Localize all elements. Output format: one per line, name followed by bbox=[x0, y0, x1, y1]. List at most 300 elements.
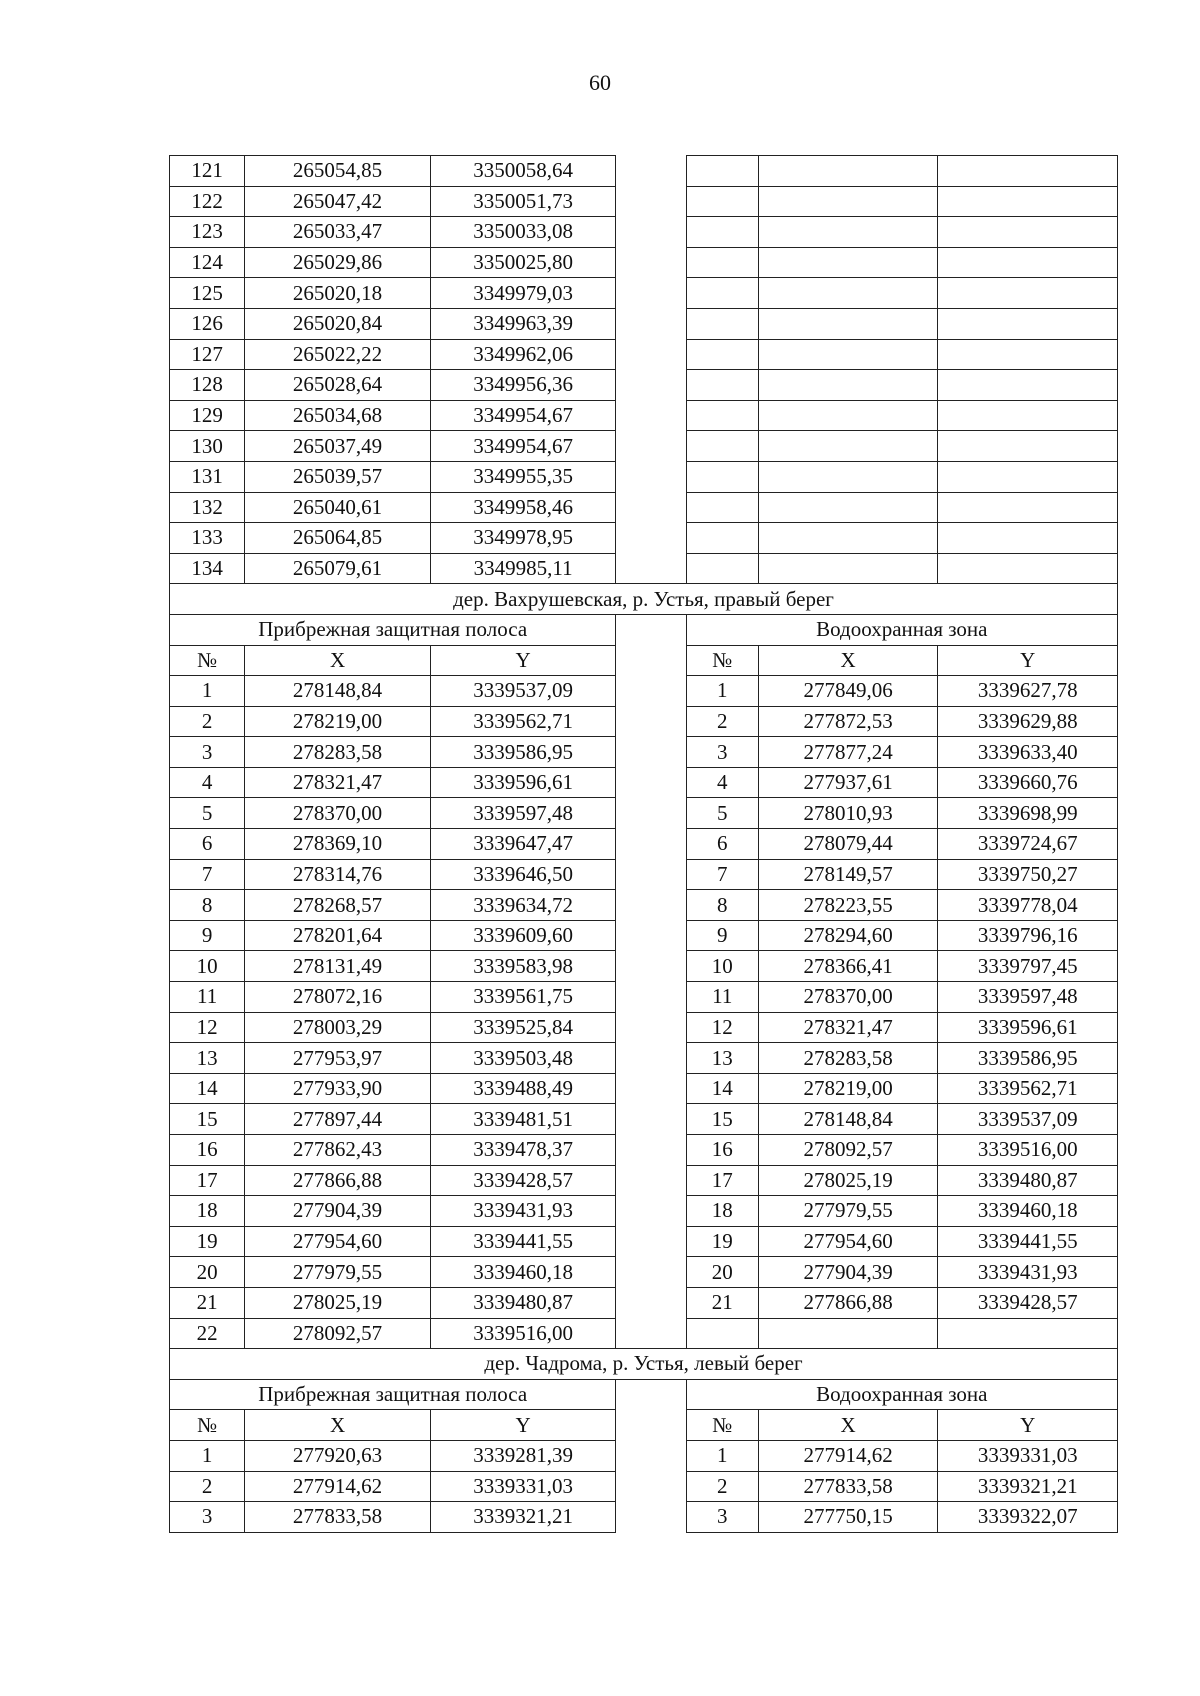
right-x-coordinate-cell: 277833,58 bbox=[758, 1471, 938, 1502]
right-x-coordinate-cell bbox=[758, 370, 938, 401]
right-point-number-cell: 3 bbox=[686, 1502, 758, 1533]
left-x-coordinate-cell: 278003,29 bbox=[245, 1012, 431, 1043]
right-y-coordinate-cell bbox=[938, 370, 1118, 401]
right-y-coordinate-cell: 3339460,18 bbox=[938, 1196, 1118, 1227]
table-row bbox=[170, 920, 1118, 951]
left-y-coordinate-cell: 3339428,57 bbox=[430, 1165, 616, 1196]
left-x-coordinate-cell: 265020,84 bbox=[245, 308, 431, 339]
coastal-strip-header: Прибрежная защитная полоса bbox=[170, 1379, 616, 1410]
left-point-number-cell: 134 bbox=[170, 553, 245, 584]
table-row bbox=[170, 829, 1118, 860]
right-point-number-cell bbox=[686, 186, 758, 217]
left-x-coordinate-cell: 277933,90 bbox=[245, 1073, 431, 1104]
table-row bbox=[170, 156, 1118, 187]
right-point-number-cell bbox=[686, 1318, 758, 1349]
left-y-header: Y bbox=[430, 645, 616, 676]
right-y-coordinate-cell: 3339724,67 bbox=[938, 829, 1118, 860]
left-point-number-cell: 124 bbox=[170, 247, 245, 278]
left-y-coordinate-cell: 3339562,71 bbox=[430, 706, 616, 737]
right-point-number-cell: 8 bbox=[686, 890, 758, 921]
table-row bbox=[170, 1226, 1118, 1257]
gap-cell bbox=[616, 1379, 686, 1410]
table-row bbox=[170, 1318, 1118, 1349]
table-row bbox=[170, 982, 1118, 1013]
right-y-coordinate-cell bbox=[938, 186, 1118, 217]
right-x-coordinate-cell: 277849,06 bbox=[758, 676, 938, 707]
left-x-coordinate-cell: 278283,58 bbox=[245, 737, 431, 768]
right-x-coordinate-cell bbox=[758, 523, 938, 554]
left-y-header: Y bbox=[430, 1410, 616, 1441]
table-row bbox=[170, 1165, 1118, 1196]
table-row bbox=[170, 1287, 1118, 1318]
right-point-number-cell bbox=[686, 492, 758, 523]
right-y-coordinate-cell: 3339597,48 bbox=[938, 982, 1118, 1013]
gap-cell bbox=[616, 1287, 686, 1318]
right-point-number-cell bbox=[686, 278, 758, 309]
right-x-coordinate-cell: 277904,39 bbox=[758, 1257, 938, 1288]
right-x-coordinate-cell: 277937,61 bbox=[758, 767, 938, 798]
right-y-coordinate-cell bbox=[938, 492, 1118, 523]
right-point-number-cell: 19 bbox=[686, 1226, 758, 1257]
left-point-number-cell: 128 bbox=[170, 370, 245, 401]
right-x-coordinate-cell bbox=[758, 339, 938, 370]
right-x-coordinate-cell: 278092,57 bbox=[758, 1135, 938, 1166]
table-row bbox=[170, 737, 1118, 768]
right-y-coordinate-cell bbox=[938, 1318, 1118, 1349]
left-point-number-cell: 12 bbox=[170, 1012, 245, 1043]
page-number: 60 bbox=[589, 70, 611, 95]
left-x-coordinate-cell: 277862,43 bbox=[245, 1135, 431, 1166]
gap-cell bbox=[616, 645, 686, 676]
right-x-coordinate-cell: 278219,00 bbox=[758, 1073, 938, 1104]
left-point-number-cell: 18 bbox=[170, 1196, 245, 1227]
right-y-coordinate-cell: 3339750,27 bbox=[938, 859, 1118, 890]
right-y-coordinate-cell: 3339331,03 bbox=[938, 1440, 1118, 1471]
left-num-header: № bbox=[170, 645, 245, 676]
right-y-coordinate-cell: 3339562,71 bbox=[938, 1073, 1118, 1104]
left-x-coordinate-cell: 277979,55 bbox=[245, 1257, 431, 1288]
left-x-coordinate-cell: 277866,88 bbox=[245, 1165, 431, 1196]
left-x-coordinate-cell: 277953,97 bbox=[245, 1043, 431, 1074]
left-y-coordinate-cell: 3339634,72 bbox=[430, 890, 616, 921]
gap-cell bbox=[616, 308, 686, 339]
table-row bbox=[170, 1073, 1118, 1104]
left-x-coordinate-cell: 265022,22 bbox=[245, 339, 431, 370]
table-row bbox=[170, 1502, 1118, 1533]
right-x-coordinate-cell bbox=[758, 431, 938, 462]
left-y-coordinate-cell: 3339460,18 bbox=[430, 1257, 616, 1288]
gap-cell bbox=[616, 1104, 686, 1135]
left-x-coordinate-cell: 277897,44 bbox=[245, 1104, 431, 1135]
right-x-coordinate-cell: 278223,55 bbox=[758, 890, 938, 921]
left-point-number-cell: 11 bbox=[170, 982, 245, 1013]
left-point-number-cell: 21 bbox=[170, 1287, 245, 1318]
water-protection-zone-header: Водоохранная зона bbox=[686, 614, 1117, 645]
gap-cell bbox=[616, 461, 686, 492]
left-x-coordinate-cell: 278321,47 bbox=[245, 767, 431, 798]
gap-cell bbox=[616, 492, 686, 523]
right-point-number-cell: 17 bbox=[686, 1165, 758, 1196]
left-y-coordinate-cell: 3339503,48 bbox=[430, 1043, 616, 1074]
left-y-coordinate-cell: 3349954,67 bbox=[430, 431, 616, 462]
right-x-coordinate-cell bbox=[758, 247, 938, 278]
left-x-coordinate-cell: 278219,00 bbox=[245, 706, 431, 737]
left-y-coordinate-cell: 3339609,60 bbox=[430, 920, 616, 951]
table-row bbox=[170, 767, 1118, 798]
right-point-number-cell: 14 bbox=[686, 1073, 758, 1104]
left-y-coordinate-cell: 3339596,61 bbox=[430, 767, 616, 798]
left-point-number-cell: 132 bbox=[170, 492, 245, 523]
left-y-coordinate-cell: 3349979,03 bbox=[430, 278, 616, 309]
left-y-coordinate-cell: 3339488,49 bbox=[430, 1073, 616, 1104]
left-point-number-cell: 13 bbox=[170, 1043, 245, 1074]
right-point-number-cell: 6 bbox=[686, 829, 758, 860]
right-y-coordinate-cell: 3339428,57 bbox=[938, 1287, 1118, 1318]
column-header-row bbox=[170, 645, 1118, 676]
right-point-number-cell: 15 bbox=[686, 1104, 758, 1135]
left-y-coordinate-cell: 3339331,03 bbox=[430, 1471, 616, 1502]
right-x-coordinate-cell bbox=[758, 156, 938, 187]
gap-cell bbox=[616, 339, 686, 370]
table-row bbox=[170, 1440, 1118, 1471]
gap-cell bbox=[616, 1318, 686, 1349]
left-point-number-cell: 17 bbox=[170, 1165, 245, 1196]
gap-cell bbox=[616, 1502, 686, 1533]
right-point-number-cell: 4 bbox=[686, 767, 758, 798]
gap-cell bbox=[616, 1471, 686, 1502]
right-x-coordinate-cell bbox=[758, 186, 938, 217]
gap-cell bbox=[616, 1257, 686, 1288]
right-point-number-cell: 2 bbox=[686, 1471, 758, 1502]
right-point-number-cell bbox=[686, 247, 758, 278]
right-point-number-cell bbox=[686, 461, 758, 492]
left-point-number-cell: 123 bbox=[170, 217, 245, 248]
right-y-coordinate-cell: 3339627,78 bbox=[938, 676, 1118, 707]
left-y-coordinate-cell: 3350051,73 bbox=[430, 186, 616, 217]
left-y-coordinate-cell: 3339431,93 bbox=[430, 1196, 616, 1227]
right-point-number-cell bbox=[686, 217, 758, 248]
gap-cell bbox=[616, 1196, 686, 1227]
left-point-number-cell: 22 bbox=[170, 1318, 245, 1349]
gap-cell bbox=[616, 1012, 686, 1043]
right-y-coordinate-cell: 3339633,40 bbox=[938, 737, 1118, 768]
left-x-coordinate-cell: 278025,19 bbox=[245, 1287, 431, 1318]
left-point-number-cell: 133 bbox=[170, 523, 245, 554]
left-point-number-cell: 15 bbox=[170, 1104, 245, 1135]
left-point-number-cell: 20 bbox=[170, 1257, 245, 1288]
left-point-number-cell: 1 bbox=[170, 676, 245, 707]
right-x-coordinate-cell: 278079,44 bbox=[758, 829, 938, 860]
left-x-coordinate-cell: 278314,76 bbox=[245, 859, 431, 890]
left-x-coordinate-cell: 265028,64 bbox=[245, 370, 431, 401]
water-protection-zone-header: Водоохранная зона bbox=[686, 1379, 1117, 1410]
table-row bbox=[170, 400, 1118, 431]
left-x-coordinate-cell: 265040,61 bbox=[245, 492, 431, 523]
left-y-coordinate-cell: 3339537,09 bbox=[430, 676, 616, 707]
gap-cell bbox=[616, 1226, 686, 1257]
left-x-coordinate-cell: 265039,57 bbox=[245, 461, 431, 492]
left-y-coordinate-cell: 3350058,64 bbox=[430, 156, 616, 187]
right-x-coordinate-cell bbox=[758, 1318, 938, 1349]
coastal-strip-header: Прибрежная защитная полоса bbox=[170, 614, 616, 645]
gap-cell bbox=[616, 431, 686, 462]
left-y-coordinate-cell: 3349954,67 bbox=[430, 400, 616, 431]
right-point-number-cell bbox=[686, 400, 758, 431]
left-y-coordinate-cell: 3349956,36 bbox=[430, 370, 616, 401]
left-x-coordinate-cell: 265054,85 bbox=[245, 156, 431, 187]
left-x-coordinate-cell: 277833,58 bbox=[245, 1502, 431, 1533]
left-x-coordinate-cell: 278201,64 bbox=[245, 920, 431, 951]
right-x-coordinate-cell bbox=[758, 492, 938, 523]
table-row bbox=[170, 676, 1118, 707]
right-y-coordinate-cell: 3339660,76 bbox=[938, 767, 1118, 798]
right-y-coordinate-cell: 3339441,55 bbox=[938, 1226, 1118, 1257]
gap-cell bbox=[616, 1440, 686, 1471]
right-point-number-cell: 5 bbox=[686, 798, 758, 829]
gap-cell bbox=[616, 676, 686, 707]
right-x-coordinate-cell bbox=[758, 217, 938, 248]
left-x-coordinate-cell: 278092,57 bbox=[245, 1318, 431, 1349]
right-x-coordinate-cell: 278294,60 bbox=[758, 920, 938, 951]
right-y-coordinate-cell bbox=[938, 156, 1118, 187]
right-point-number-cell bbox=[686, 308, 758, 339]
gap-cell bbox=[616, 278, 686, 309]
right-point-number-cell bbox=[686, 156, 758, 187]
right-y-coordinate-cell: 3339321,21 bbox=[938, 1471, 1118, 1502]
right-y-coordinate-cell bbox=[938, 523, 1118, 554]
right-num-header: № bbox=[686, 645, 758, 676]
right-y-coordinate-cell bbox=[938, 339, 1118, 370]
left-y-coordinate-cell: 3339586,95 bbox=[430, 737, 616, 768]
gap-cell bbox=[616, 1410, 686, 1441]
right-y-coordinate-cell: 3339796,16 bbox=[938, 920, 1118, 951]
left-y-coordinate-cell: 3349955,35 bbox=[430, 461, 616, 492]
table-row bbox=[170, 1135, 1118, 1166]
left-x-header: X bbox=[245, 1410, 431, 1441]
left-x-coordinate-cell: 277904,39 bbox=[245, 1196, 431, 1227]
table-row bbox=[170, 1196, 1118, 1227]
left-point-number-cell: 2 bbox=[170, 1471, 245, 1502]
table-row bbox=[170, 492, 1118, 523]
left-point-number-cell: 129 bbox=[170, 400, 245, 431]
table-row bbox=[170, 217, 1118, 248]
right-y-coordinate-cell: 3339516,00 bbox=[938, 1135, 1118, 1166]
left-y-coordinate-cell: 3349963,39 bbox=[430, 308, 616, 339]
right-x-coordinate-cell: 277877,24 bbox=[758, 737, 938, 768]
gap-cell bbox=[616, 1165, 686, 1196]
right-y-coordinate-cell bbox=[938, 217, 1118, 248]
gap-cell bbox=[616, 1073, 686, 1104]
table-row bbox=[170, 859, 1118, 890]
left-y-coordinate-cell: 3339481,51 bbox=[430, 1104, 616, 1135]
left-point-number-cell: 3 bbox=[170, 1502, 245, 1533]
right-point-number-cell: 16 bbox=[686, 1135, 758, 1166]
table-row bbox=[170, 523, 1118, 554]
right-x-coordinate-cell: 278149,57 bbox=[758, 859, 938, 890]
gap-cell bbox=[616, 186, 686, 217]
left-point-number-cell: 9 bbox=[170, 920, 245, 951]
right-point-number-cell bbox=[686, 553, 758, 584]
right-point-number-cell bbox=[686, 431, 758, 462]
left-point-number-cell: 2 bbox=[170, 706, 245, 737]
section-title: дер. Вахрушевская, р. Устья, правый берег bbox=[170, 584, 1118, 615]
left-x-coordinate-cell: 277954,60 bbox=[245, 1226, 431, 1257]
left-y-coordinate-cell: 3349958,46 bbox=[430, 492, 616, 523]
left-point-number-cell: 5 bbox=[170, 798, 245, 829]
coordinates-table-body bbox=[170, 156, 1118, 1533]
right-x-coordinate-cell: 278010,93 bbox=[758, 798, 938, 829]
left-point-number-cell: 127 bbox=[170, 339, 245, 370]
right-y-coordinate-cell: 3339537,09 bbox=[938, 1104, 1118, 1135]
gap-cell bbox=[616, 920, 686, 951]
right-y-coordinate-cell: 3339596,61 bbox=[938, 1012, 1118, 1043]
left-point-number-cell: 8 bbox=[170, 890, 245, 921]
left-point-number-cell: 130 bbox=[170, 431, 245, 462]
right-point-number-cell: 10 bbox=[686, 951, 758, 982]
table-row bbox=[170, 1043, 1118, 1074]
table-row bbox=[170, 370, 1118, 401]
right-x-coordinate-cell: 277979,55 bbox=[758, 1196, 938, 1227]
right-y-coordinate-cell bbox=[938, 400, 1118, 431]
section-title: дер. Чадрома, р. Устья, левый берег bbox=[170, 1349, 1118, 1380]
left-x-coordinate-cell: 265079,61 bbox=[245, 553, 431, 584]
right-x-coordinate-cell: 278370,00 bbox=[758, 982, 938, 1013]
right-point-number-cell bbox=[686, 339, 758, 370]
table-row bbox=[170, 951, 1118, 982]
right-x-header: X bbox=[758, 645, 938, 676]
table-row bbox=[170, 706, 1118, 737]
right-point-number-cell: 18 bbox=[686, 1196, 758, 1227]
right-point-number-cell: 20 bbox=[686, 1257, 758, 1288]
left-point-number-cell: 122 bbox=[170, 186, 245, 217]
left-point-number-cell: 4 bbox=[170, 767, 245, 798]
right-y-coordinate-cell: 3339586,95 bbox=[938, 1043, 1118, 1074]
left-y-coordinate-cell: 3349978,95 bbox=[430, 523, 616, 554]
gap-cell bbox=[616, 523, 686, 554]
table-row bbox=[170, 431, 1118, 462]
left-point-number-cell: 14 bbox=[170, 1073, 245, 1104]
section-title-row bbox=[170, 584, 1118, 615]
right-y-coordinate-cell bbox=[938, 431, 1118, 462]
gap-cell bbox=[616, 798, 686, 829]
table-row bbox=[170, 247, 1118, 278]
right-y-coordinate-cell bbox=[938, 247, 1118, 278]
left-y-coordinate-cell: 3339525,84 bbox=[430, 1012, 616, 1043]
column-header-row bbox=[170, 1410, 1118, 1441]
table-row bbox=[170, 308, 1118, 339]
left-point-number-cell: 126 bbox=[170, 308, 245, 339]
gap-cell bbox=[616, 706, 686, 737]
left-num-header: № bbox=[170, 1410, 245, 1441]
right-x-coordinate-cell bbox=[758, 308, 938, 339]
right-y-coordinate-cell bbox=[938, 553, 1118, 584]
left-y-coordinate-cell: 3339321,21 bbox=[430, 1502, 616, 1533]
left-x-coordinate-cell: 265034,68 bbox=[245, 400, 431, 431]
table-row bbox=[170, 798, 1118, 829]
gap-cell bbox=[616, 247, 686, 278]
gap-cell bbox=[616, 370, 686, 401]
right-x-coordinate-cell: 277866,88 bbox=[758, 1287, 938, 1318]
right-y-coordinate-cell bbox=[938, 278, 1118, 309]
gap-cell bbox=[616, 829, 686, 860]
right-x-coordinate-cell: 278321,47 bbox=[758, 1012, 938, 1043]
right-x-coordinate-cell: 278283,58 bbox=[758, 1043, 938, 1074]
right-y-header: Y bbox=[938, 645, 1118, 676]
left-y-coordinate-cell: 3339597,48 bbox=[430, 798, 616, 829]
zone-header-row bbox=[170, 614, 1118, 645]
left-x-coordinate-cell: 278148,84 bbox=[245, 676, 431, 707]
gap-cell bbox=[616, 400, 686, 431]
left-y-coordinate-cell: 3339516,00 bbox=[430, 1318, 616, 1349]
right-point-number-cell bbox=[686, 370, 758, 401]
table-row bbox=[170, 553, 1118, 584]
left-y-coordinate-cell: 3350033,08 bbox=[430, 217, 616, 248]
gap-cell bbox=[616, 614, 686, 645]
left-x-header: X bbox=[245, 645, 431, 676]
gap-cell bbox=[616, 1043, 686, 1074]
left-y-coordinate-cell: 3339561,75 bbox=[430, 982, 616, 1013]
right-point-number-cell: 13 bbox=[686, 1043, 758, 1074]
section-title-row bbox=[170, 1349, 1118, 1380]
right-x-coordinate-cell: 277954,60 bbox=[758, 1226, 938, 1257]
gap-cell bbox=[616, 553, 686, 584]
left-y-coordinate-cell: 3339480,87 bbox=[430, 1287, 616, 1318]
left-x-coordinate-cell: 265037,49 bbox=[245, 431, 431, 462]
left-y-coordinate-cell: 3349962,06 bbox=[430, 339, 616, 370]
table-row bbox=[170, 890, 1118, 921]
right-x-coordinate-cell: 277872,53 bbox=[758, 706, 938, 737]
left-x-coordinate-cell: 278268,57 bbox=[245, 890, 431, 921]
left-y-coordinate-cell: 3339441,55 bbox=[430, 1226, 616, 1257]
left-x-coordinate-cell: 265029,86 bbox=[245, 247, 431, 278]
left-y-coordinate-cell: 3339647,47 bbox=[430, 829, 616, 860]
left-x-coordinate-cell: 278369,10 bbox=[245, 829, 431, 860]
left-x-coordinate-cell: 278131,49 bbox=[245, 951, 431, 982]
left-point-number-cell: 10 bbox=[170, 951, 245, 982]
right-x-header: X bbox=[758, 1410, 938, 1441]
table-row bbox=[170, 1012, 1118, 1043]
left-x-coordinate-cell: 278072,16 bbox=[245, 982, 431, 1013]
left-x-coordinate-cell: 277914,62 bbox=[245, 1471, 431, 1502]
right-x-coordinate-cell bbox=[758, 461, 938, 492]
left-x-coordinate-cell: 265033,47 bbox=[245, 217, 431, 248]
right-x-coordinate-cell: 278148,84 bbox=[758, 1104, 938, 1135]
table-row bbox=[170, 186, 1118, 217]
right-y-coordinate-cell: 3339629,88 bbox=[938, 706, 1118, 737]
right-point-number-cell: 2 bbox=[686, 706, 758, 737]
gap-cell bbox=[616, 217, 686, 248]
right-point-number-cell: 1 bbox=[686, 1440, 758, 1471]
table-row bbox=[170, 1104, 1118, 1135]
left-x-coordinate-cell: 265020,18 bbox=[245, 278, 431, 309]
right-point-number-cell: 7 bbox=[686, 859, 758, 890]
right-x-coordinate-cell bbox=[758, 553, 938, 584]
left-point-number-cell: 125 bbox=[170, 278, 245, 309]
gap-cell bbox=[616, 982, 686, 1013]
left-point-number-cell: 19 bbox=[170, 1226, 245, 1257]
right-num-header: № bbox=[686, 1410, 758, 1441]
right-point-number-cell: 11 bbox=[686, 982, 758, 1013]
left-y-coordinate-cell: 3339478,37 bbox=[430, 1135, 616, 1166]
right-x-coordinate-cell: 278025,19 bbox=[758, 1165, 938, 1196]
right-y-coordinate-cell: 3339797,45 bbox=[938, 951, 1118, 982]
left-x-coordinate-cell: 265064,85 bbox=[245, 523, 431, 554]
table-row bbox=[170, 278, 1118, 309]
left-point-number-cell: 1 bbox=[170, 1440, 245, 1471]
left-point-number-cell: 7 bbox=[170, 859, 245, 890]
gap-cell bbox=[616, 737, 686, 768]
right-point-number-cell: 9 bbox=[686, 920, 758, 951]
